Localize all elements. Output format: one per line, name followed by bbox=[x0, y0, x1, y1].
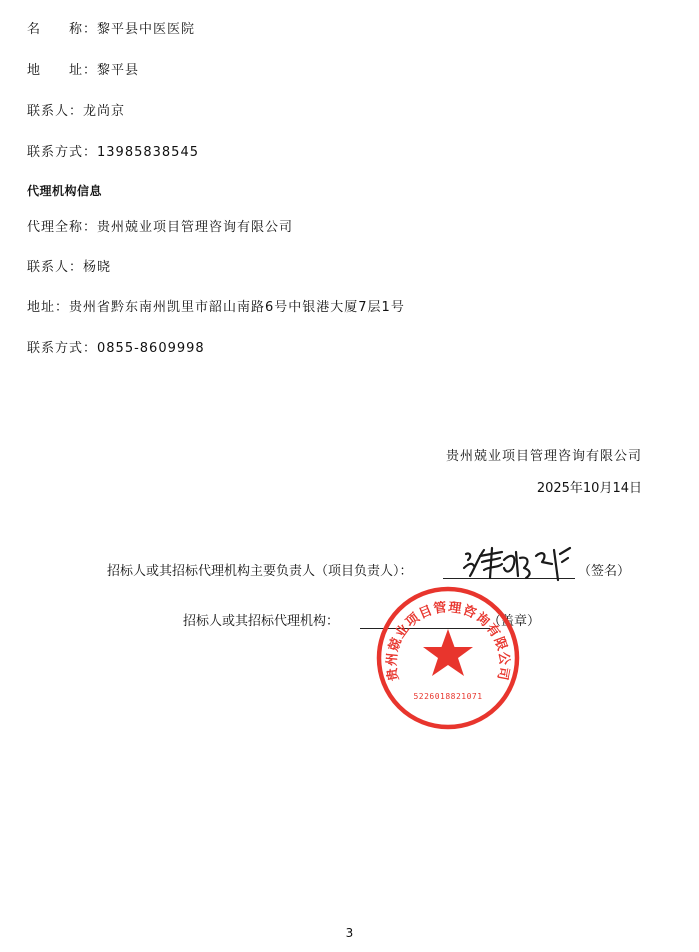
seal-text: 贵州兢业项目管理咨询有限公司 bbox=[384, 600, 512, 683]
agency-label: 招标人或其招标代理机构： bbox=[183, 614, 340, 629]
bidder-phone-value: 13985838545 bbox=[97, 145, 199, 160]
bidder-name-label: 名 称： bbox=[27, 22, 98, 37]
bidder-contact-label: 联系人： bbox=[27, 104, 84, 119]
agent-section-heading: 代理机构信息 bbox=[27, 184, 103, 198]
footer-date: 2025年10月14日 bbox=[536, 481, 642, 496]
footer-company: 贵州兢业项目管理咨询有限公司 bbox=[445, 449, 642, 464]
agent-address-value: 贵州省黔东南州凯里市韶山南路6号中银港大厦7层1号 bbox=[69, 300, 405, 315]
handwritten-signature bbox=[458, 540, 578, 584]
page-number: 3 bbox=[345, 926, 354, 940]
agent-contact-label: 联系人： bbox=[27, 260, 84, 275]
agent-fullname-label: 代理全称： bbox=[27, 220, 98, 235]
agent-fullname-value: 贵州兢业项目管理咨询有限公司 bbox=[97, 220, 294, 235]
agent-phone-label: 联系方式： bbox=[27, 341, 98, 356]
bidder-address-row bbox=[27, 63, 139, 79]
agent-contact-value: 杨晓 bbox=[83, 260, 112, 275]
agent-phone-row bbox=[27, 341, 205, 357]
bidder-name-row bbox=[27, 22, 195, 38]
seal-suffix: （盖章） bbox=[488, 614, 541, 629]
bidder-address-value: 黎平县 bbox=[97, 63, 140, 78]
responsible-label: 招标人或其招标代理机构主要负责人（项目负责人）： bbox=[107, 564, 413, 579]
responsible-signature-row bbox=[107, 564, 413, 580]
agent-address-row bbox=[27, 300, 405, 316]
seal-number: 5226018821071 bbox=[413, 692, 483, 701]
bidder-phone-label: 联系方式： bbox=[27, 145, 98, 160]
bidder-contact-row bbox=[27, 104, 125, 120]
bidder-phone-row bbox=[27, 145, 199, 161]
sign-suffix: （签名） bbox=[578, 564, 631, 579]
bidder-contact-value: 龙尚京 bbox=[83, 104, 126, 119]
agency-seal-row bbox=[183, 614, 339, 630]
bidder-address-label: 地 址： bbox=[27, 63, 98, 78]
agent-contact-row bbox=[27, 260, 111, 276]
company-seal bbox=[375, 585, 521, 731]
bidder-name-value: 黎平县中医医院 bbox=[97, 22, 196, 37]
agent-phone-value: 0855-8609998 bbox=[97, 341, 205, 356]
agent-fullname-row bbox=[27, 220, 293, 236]
agent-address-label: 地址： bbox=[27, 300, 70, 315]
seal-star-icon bbox=[423, 629, 473, 676]
